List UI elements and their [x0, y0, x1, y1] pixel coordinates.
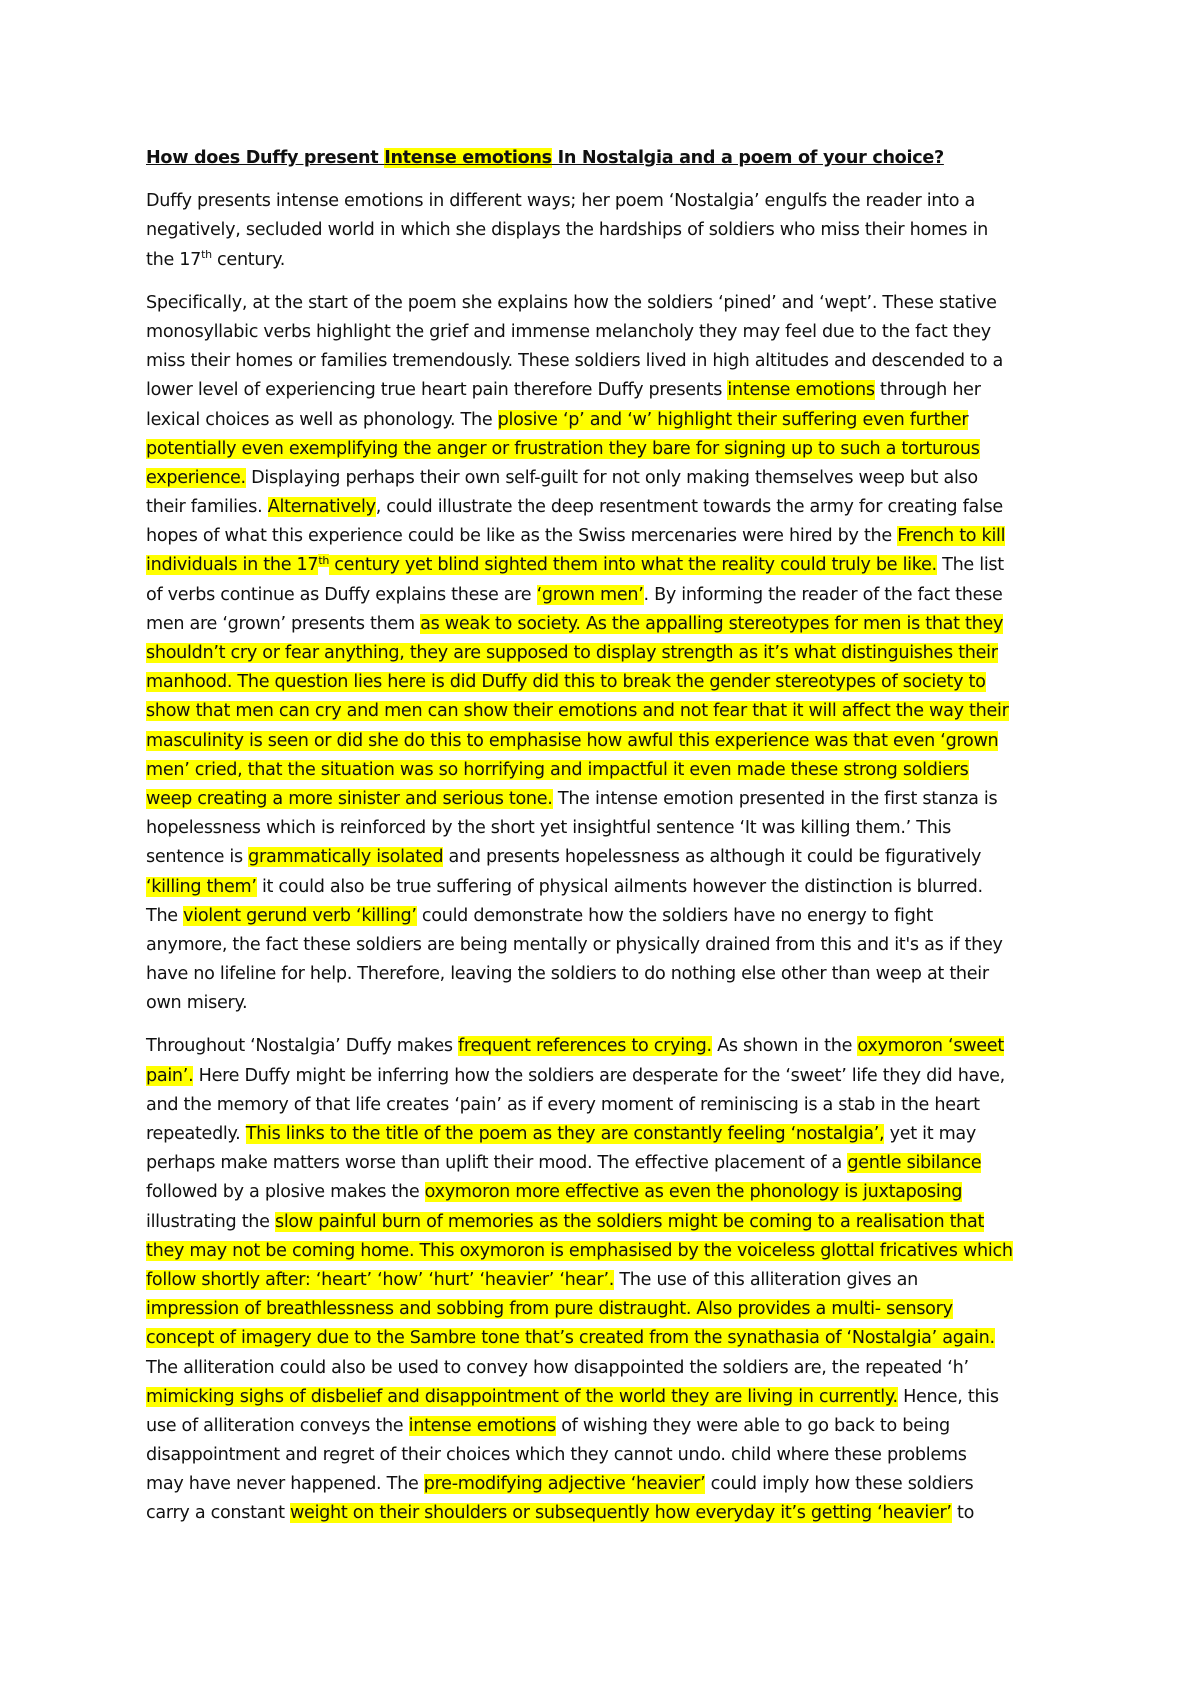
text-run: hopes of what this experience could be like as the Swiss mercenaries were hired by the — [146, 526, 898, 547]
highlighted-text: Alternatively — [267, 497, 376, 518]
text-run: Throughout ‘Nostalgia’ Duffy makes — [146, 1036, 459, 1057]
text-run: to — [951, 1503, 975, 1524]
text-line — [146, 639, 1066, 668]
text-run: The use of this alliteration gives an — [614, 1269, 918, 1290]
text-line — [146, 376, 1066, 405]
text-run: lexical choices as well as phonology. The — [146, 409, 498, 430]
text-line — [146, 464, 1066, 493]
text-line — [146, 1295, 1066, 1324]
highlighted-text: experience. — [146, 467, 246, 488]
superscript: th — [318, 553, 330, 567]
text-line — [146, 1324, 1066, 1353]
text-run: sentence is — [146, 847, 249, 868]
text-run: As shown in the — [711, 1036, 858, 1057]
highlighted-text: masculinity is seen or did she do this to emphasise how awful this experience was that even ‘grown — [146, 730, 999, 751]
text-line — [146, 246, 1066, 275]
text-run: , could illustrate the deep resentment towards the army for creating false — [375, 497, 1003, 518]
superscript: th — [201, 247, 212, 261]
text-line — [146, 1412, 1066, 1441]
highlighted-text: violent gerund verb ‘killing’ — [183, 905, 417, 926]
highlighted-text: weep creating a more sinister and serious tone. — [146, 788, 553, 809]
text-run: disappointment and regret of their choices which they cannot undo. child where these problems — [146, 1445, 967, 1466]
highlighted-text: show that men can cry and men can show their emotions and not fear that it will affect the way their — [146, 701, 1009, 722]
text-run: Here Duffy might be inferring how the soldiers are desperate for the ‘sweet’ life they did have, — [193, 1065, 1005, 1086]
text-run: Displaying perhaps their own self-guilt for not only making themselves weep but also — [245, 467, 978, 488]
text-run: men are ‘grown’ presents them — [146, 613, 421, 634]
paragraph — [146, 289, 1066, 1019]
text-line — [146, 610, 1066, 639]
text-run: carry a constant — [146, 1503, 290, 1524]
paragraph — [146, 187, 1066, 275]
text-run: perhaps make matters worse than uplift their mood. The effective placement of a — [146, 1153, 848, 1174]
highlighted-text: weight on their shoulders or subsequently how everyday it’s getting ‘heavier’ — [289, 1503, 952, 1524]
text-line — [146, 1062, 1066, 1091]
highlighted-text: plosive ‘p’ and ‘w’ highlight their suffering even further — [497, 409, 969, 430]
text-line — [146, 1266, 1066, 1295]
text-run: miss their homes or families tremendously. These soldiers lived in high altitudes and descended to a — [146, 351, 1003, 372]
text-line — [146, 187, 1066, 216]
text-run: The intense emotion presented in the first stanza is — [552, 788, 998, 809]
highlighted-text: mimicking sighs of disbelief and disappointment of the world they are living in currently. — [146, 1386, 898, 1407]
highlighted-text: ‘grown men’ — [536, 584, 644, 605]
highlighted-text: gentle sibilance — [847, 1153, 982, 1174]
text-line — [146, 931, 1066, 960]
text-run: have no lifeline for help. Therefore, leaving the soldiers to do nothing else other than weep at their — [146, 964, 989, 985]
text-run: of wishing they were able to go back to being — [555, 1415, 950, 1436]
text-run: The alliteration could also be used to convey how disappointed the soldiers are, the repeated ‘h’ — [146, 1357, 969, 1378]
text-run: century. — [211, 249, 286, 270]
text-run: The — [146, 905, 184, 926]
text-line — [146, 1120, 1066, 1149]
text-line — [146, 1499, 1066, 1528]
text-line — [146, 1091, 1066, 1120]
text-line — [146, 289, 1066, 318]
text-run: Hence, this — [897, 1386, 999, 1407]
text-run: use of alliteration conveys the — [146, 1415, 409, 1436]
text-run: monosyllabic verbs highlight the grief and immense melancholy they may feel due to the fact they — [146, 321, 991, 342]
text-run: In Nostalgia and a poem of your choice? — [551, 148, 944, 168]
text-run: it could also be true suffering of physical ailments however the distinction is blurred. — [256, 876, 983, 897]
text-line — [146, 318, 1066, 347]
highlighted-text: frequent references to crying. — [458, 1036, 712, 1057]
text-line — [146, 216, 1066, 245]
highlighted-text: follow shortly after: ‘heart’ ‘how’ ‘hurt’ ‘heavier’ ‘hear’. — [146, 1269, 615, 1290]
text-line — [146, 902, 1066, 931]
text-line — [146, 1178, 1066, 1207]
text-run: yet it may — [884, 1124, 977, 1145]
text-run: anymore, the fact these soldiers are being mentally or physically drained from this and it's as if they — [146, 934, 1003, 955]
text-run: the 17 — [146, 249, 202, 270]
highlighted-text: manhood. The question lies here is did Duffy did this to break the gender stereotypes of society to — [146, 672, 986, 693]
highlighted-text: individuals in the 17 — [146, 555, 319, 576]
essay-title — [146, 144, 1066, 173]
highlighted-text: intense emotions — [727, 380, 875, 401]
text-line — [146, 989, 1066, 1018]
highlighted-text: pre-modifying adjective ‘heavier’ — [423, 1474, 706, 1495]
text-line — [146, 843, 1066, 872]
text-run: could demonstrate how the soldiers have no energy to fight — [416, 905, 933, 926]
text-line — [146, 814, 1066, 843]
highlighted-text: This links to the title of the poem as they are constantly feeling ‘nostalgia’, — [245, 1124, 885, 1145]
text-run: . By informing the reader of the fact these — [643, 584, 1003, 605]
highlighted-text: as weak to society. As the appalling stereotypes for men is that they — [420, 613, 1004, 634]
highlighted-text: grammatically isolated — [248, 847, 444, 868]
text-run: own misery. — [146, 993, 248, 1014]
text-line — [146, 1383, 1066, 1412]
text-run: illustrating the — [146, 1211, 275, 1232]
text-line — [146, 1441, 1066, 1470]
highlighted-text: century yet blind sighted them into what the reality could truly be like. — [329, 555, 937, 576]
document-body — [146, 144, 1066, 1543]
text-run: How does Duffy present — [146, 148, 385, 168]
text-line — [146, 727, 1066, 756]
highlighted-text: Intense emotions — [384, 148, 552, 168]
text-run: through her — [874, 380, 981, 401]
highlighted-text: French to kill — [897, 526, 1006, 547]
paragraph — [146, 1032, 1066, 1528]
text-line — [146, 1470, 1066, 1499]
text-line — [146, 1354, 1066, 1383]
text-run: negatively, secluded world in which she displays the hardships of soldiers who miss their homes in — [146, 220, 988, 241]
highlighted-text: shouldn’t cry or fear anything, they are supposed to display strength as it’s what distinguishes their — [146, 643, 998, 664]
text-run: and the memory of that life creates ‘pain’ as if every moment of reminiscing is a stab in the heart — [146, 1094, 980, 1115]
text-run: could imply how these soldiers — [705, 1474, 974, 1495]
highlighted-text: impression of breathlessness and sobbing from pure distraught. Also provides a multi- sensory — [146, 1299, 953, 1320]
text-run: repeatedly. — [146, 1124, 246, 1145]
text-line — [146, 873, 1066, 902]
text-line — [146, 347, 1066, 376]
text-line — [146, 785, 1066, 814]
text-run: Specifically, at the start of the poem she explains how the soldiers ‘pined’ and ‘wept’. These stative — [146, 292, 997, 313]
text-line — [146, 668, 1066, 697]
text-run: The list — [936, 555, 1004, 576]
highlighted-text: oxymoron ‘sweet — [857, 1036, 1004, 1057]
text-line — [146, 697, 1066, 726]
text-run: their families. — [146, 497, 268, 518]
highlighted-text: concept of imagery due to the Sambre tone that’s created from the synathasia of ‘Nostalgia’ again. — [146, 1328, 995, 1349]
text-run: hopelessness which is reinforced by the short yet insightful sentence ‘It was killing them.’ This — [146, 818, 952, 839]
highlighted-text: ‘killing them’ — [146, 876, 257, 897]
text-line — [146, 960, 1066, 989]
highlighted-text: they may not be coming home. This oxymoron is emphasised by the voiceless glottal fricatives which — [146, 1240, 1013, 1261]
highlighted-text: oxymoron more effective as even the phonology is juxtaposing — [424, 1182, 963, 1203]
text-line — [146, 756, 1066, 785]
text-run: of verbs continue as Duffy explains these are — [146, 584, 537, 605]
highlighted-text: intense emotions — [408, 1415, 556, 1436]
text-line — [146, 406, 1066, 435]
text-run: may have never happened. The — [146, 1474, 424, 1495]
highlighted-text: slow painful burn of memories as the soldiers might be coming to a realisation that — [274, 1211, 985, 1232]
text-line — [146, 435, 1066, 464]
text-run: Duffy presents intense emotions in different ways; her poem ‘Nostalgia’ engulfs the reader into a — [146, 191, 975, 212]
highlighted-text: pain’. — [146, 1065, 194, 1086]
text-line — [146, 493, 1066, 522]
text-run: lower level of experiencing true heart pain therefore Duffy presents — [146, 380, 728, 401]
essay-paragraphs — [146, 187, 1066, 1528]
text-line — [146, 1208, 1066, 1237]
text-run: and presents hopelessness as although it could be figuratively — [443, 847, 982, 868]
text-run: followed by a plosive makes the — [146, 1182, 425, 1203]
text-line — [146, 581, 1066, 610]
text-line — [146, 551, 1066, 580]
text-line — [146, 1149, 1066, 1178]
text-line — [146, 1237, 1066, 1266]
text-line — [146, 522, 1066, 551]
highlighted-text: men’ cried, that the situation was so horrifying and impactful it even made these strong soldiers — [146, 759, 969, 780]
text-line — [146, 1032, 1066, 1061]
highlighted-text: potentially even exemplifying the anger or frustration they bare for signing up to such a torturous — [146, 438, 980, 459]
